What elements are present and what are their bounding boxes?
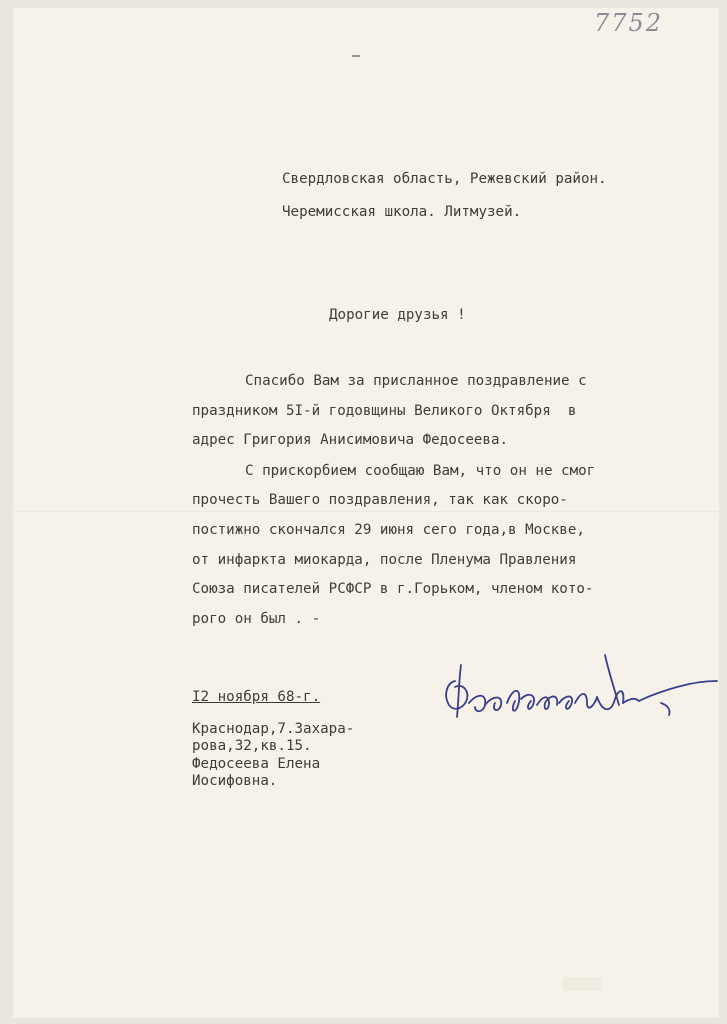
body-line: адрес Григория Анисимовича Федосеева.: [192, 432, 509, 448]
address-line-school: Черемисская школа. Литмузей.: [282, 204, 522, 220]
letter-date: I2 ноября 68-г.: [192, 689, 321, 705]
body-line: Спасибо Вам за присланное поздравление с: [245, 373, 587, 389]
body-line: Союза писателей РСФСР в г.Горьком, членом кото-: [192, 581, 594, 597]
body-line: от инфаркта миокарда, после Пленума Правления: [192, 552, 577, 568]
address-line-region: Свердловская область, Режевский район.: [282, 171, 607, 187]
top-margin-mark: [352, 55, 360, 57]
sender-name-line: Иосифовна.: [192, 773, 278, 789]
archive-number: 7752: [594, 9, 664, 37]
body-line: праздником 5I-й годовщины Великого Октября в: [192, 403, 577, 419]
paper-fold-crease: [12, 511, 720, 513]
body-line: прочесть Вашего поздравления, так как скоро-: [192, 492, 568, 508]
body-line: постижно скончался 29 июня сего года,в Москве,: [192, 522, 585, 538]
handwritten-signature: [425, 643, 720, 733]
body-line: С прискорбием сообщаю Вам, что он не смог: [245, 463, 596, 479]
sender-address-line: Краснодар,7.Захара-: [192, 721, 355, 737]
salutation: Дорогие друзья !: [329, 307, 466, 323]
sender-name-line: Федосеева Елена: [192, 756, 321, 772]
body-line: рого он был . -: [192, 611, 321, 627]
sender-address-line: рова,32,кв.15.: [192, 738, 312, 754]
letter-page: [12, 7, 720, 1019]
faint-mark: [563, 977, 601, 991]
